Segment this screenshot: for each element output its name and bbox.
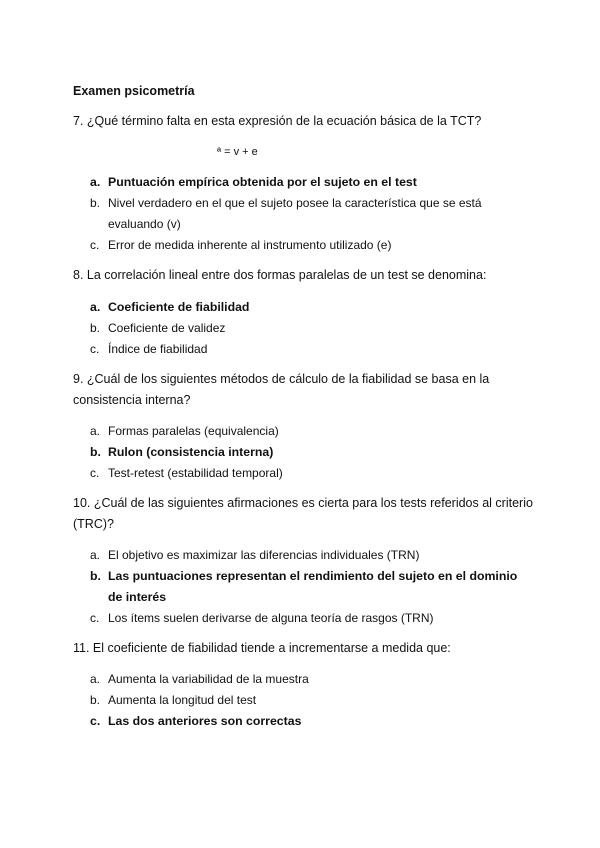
question-7-options <box>90 172 530 256</box>
option-text: Coeficiente de validez <box>108 321 226 335</box>
question-9-option-b <box>90 442 530 463</box>
option-text: Error de medida inherente al instrumento utilizado (e) <box>108 238 392 252</box>
option-letter: a. <box>90 424 101 438</box>
question-7-formula: ª = v + e <box>217 146 258 158</box>
option-letter: a. <box>90 300 101 314</box>
option-letter: c. <box>90 611 100 625</box>
option-text: Puntuación empírica obtenida por el sujeto en el test <box>108 175 417 189</box>
option-letter: a. <box>90 548 101 562</box>
option-text: Los ítems suelen derivarse de alguna teoría de rasgos (TRN) <box>108 611 434 625</box>
question-10-options <box>90 545 530 629</box>
option-letter: a. <box>90 672 101 686</box>
question-10-option-a <box>90 545 530 566</box>
question-8-option-b <box>90 318 530 339</box>
question-11-option-b <box>90 690 530 711</box>
option-text: Aumenta la variabilidad de la muestra <box>108 672 309 686</box>
document-title: Examen psicometría <box>73 84 195 98</box>
option-letter: b. <box>90 693 101 707</box>
question-7-option-a <box>90 172 530 193</box>
question-11-option-c <box>90 711 530 732</box>
question-7-option-b <box>90 193 530 235</box>
question-10-text: 10. ¿Cuál de las siguientes afirmaciones es cierta para los tests referidos al criterio (TRC)? <box>73 496 533 531</box>
question-7-text: 7. ¿Qué término falta en esta expresión de la ecuación básica de la TCT? <box>73 114 482 128</box>
question-11-options <box>90 669 530 732</box>
option-letter: b. <box>90 321 101 335</box>
option-text: Índice de fiabilidad <box>108 342 208 356</box>
option-letter: c. <box>90 466 100 480</box>
option-letter: c. <box>90 714 101 728</box>
option-letter: c. <box>90 342 100 356</box>
question-11-option-a <box>90 669 530 690</box>
question-8-text: 8. La correlación lineal entre dos formas paralelas de un test se denomina: <box>73 268 487 282</box>
question-9-options <box>90 421 530 484</box>
option-text: Formas paralelas (equivalencia) <box>108 424 279 438</box>
question-9-option-a <box>90 421 530 442</box>
option-text: Nivel verdadero en el que el sujeto posee la característica que se está evaluando (v) <box>108 196 482 231</box>
option-text: Rulon (consistencia interna) <box>108 445 274 459</box>
option-letter: b. <box>90 196 101 210</box>
option-letter: a. <box>90 175 101 189</box>
question-10-option-b <box>90 566 530 608</box>
question-8-option-c <box>90 339 530 360</box>
option-letter: b. <box>90 445 101 459</box>
option-text: Las puntuaciones representan el rendimiento del sujeto en el dominio de interés <box>108 569 518 604</box>
question-8-options <box>90 297 530 360</box>
option-letter: c. <box>90 238 100 252</box>
question-10-option-c <box>90 608 530 629</box>
option-letter: b. <box>90 569 101 583</box>
question-11-text: 11. El coeficiente de fiabilidad tiende a incrementarse a medida que: <box>73 641 451 655</box>
option-text: Las dos anteriores son correctas <box>108 714 302 728</box>
option-text: Aumenta la longitud del test <box>108 693 257 707</box>
question-9-option-c <box>90 463 530 484</box>
option-text: Coeficiente de fiabilidad <box>108 300 250 314</box>
option-text: Test-retest (estabilidad temporal) <box>108 466 283 480</box>
option-text: El objetivo es maximizar las diferencias individuales (TRN) <box>108 548 420 562</box>
question-9-text: 9. ¿Cuál de los siguientes métodos de cálculo de la fiabilidad se basa en la consistencia interna? <box>73 372 490 407</box>
question-8-option-a <box>90 297 530 318</box>
question-7-option-c <box>90 235 530 256</box>
